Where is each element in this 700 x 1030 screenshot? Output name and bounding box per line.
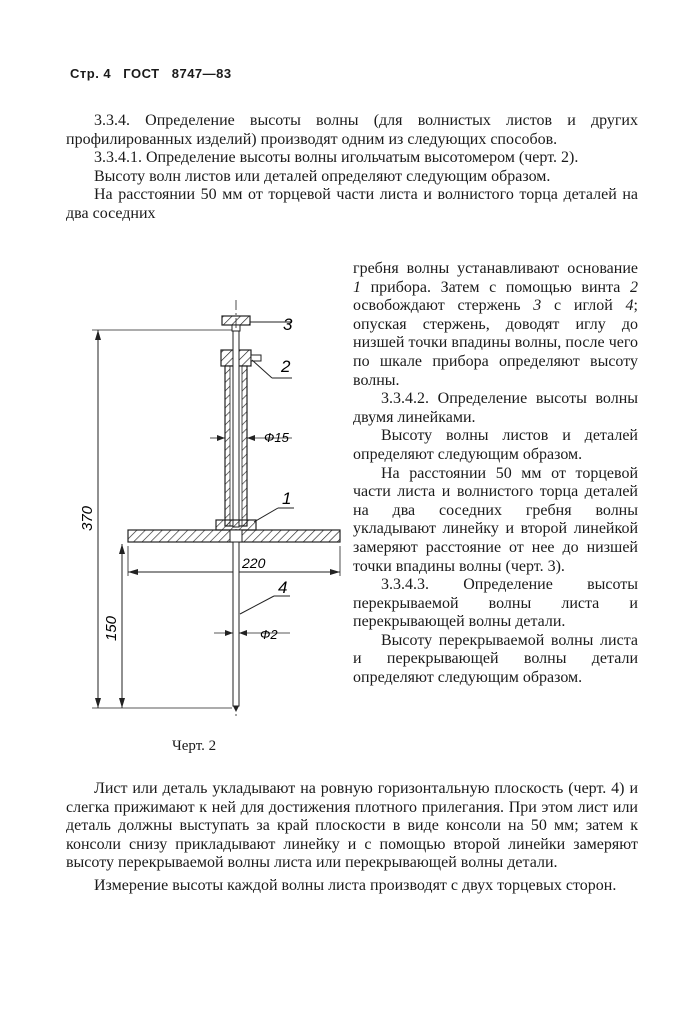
callout-1: 1	[282, 489, 292, 508]
inner-rod	[233, 331, 239, 527]
callout-3: 3	[283, 315, 293, 334]
label-370: 370	[79, 505, 96, 531]
right-column-text	[353, 260, 638, 688]
paragraph-method-3: Высоту перекрываемой волны листа и перекрывающей волны детали определяют следующим образом.	[353, 631, 638, 687]
paragraph-device-procedure: гребня волны устанавливают основание 1 прибора. Затем с помощью винта 2 освобождают стержень 3 с иглой 4; опуская стержень, доводят иглу до низшей точки впадины волны, после чего по шкале прибора определяют высоту волны.	[353, 260, 638, 389]
needle	[233, 542, 239, 706]
label-220: 220	[242, 555, 266, 571]
paragraph-distance-1: На расстоянии 50 мм от торцевой части листа и волнистого торца деталей на два соседних	[66, 186, 638, 222]
paragraph-3-3-4-2: 3.3.4.2. Определение высоты волны двумя линейками.	[353, 390, 638, 426]
label-150: 150	[103, 615, 120, 641]
gauge-drawing	[79, 296, 350, 720]
top-text	[66, 112, 638, 224]
paragraph-method-2: Высоту волны листов и деталей определяют следующим образом.	[353, 427, 638, 463]
figure-caption: Черт. 2	[172, 738, 217, 754]
page-number: Стр. 4	[70, 66, 112, 81]
label-d2: Ф2	[260, 627, 278, 642]
callout-4: 4	[278, 578, 288, 597]
paragraph-3-3-4-3: 3.3.4.3. Определение высоты перекрываемой волны листа и перекрывающей волны детали.	[353, 576, 638, 631]
paragraph-both-sides: Измерение высоты каждой волны листа производят с двух торцевых сторон.	[94, 876, 617, 894]
label-d15: Ф15	[264, 430, 289, 445]
page-header	[70, 66, 240, 81]
bottom-text	[66, 780, 638, 896]
paragraph-method-1: Высоту волн листов или деталей определяют следующим образом.	[94, 167, 551, 185]
standard-number: 8747—83	[171, 66, 232, 81]
paragraph-3-3-4: 3.3.4. Определение высоты волны (для волнистых листов и других профилированных изделий) производят одним из следующих способов.	[66, 112, 638, 148]
base-collar	[216, 520, 256, 530]
paragraph-3-3-4-1: 3.3.4.1. Определение высоты волны игольчатым высотомером (черт. 2).	[94, 149, 579, 167]
figure-needle-height-gauge	[79, 296, 350, 720]
paragraph-distance-2: На расстоянии 50 мм от торцевой части листа и волнистого торца деталей на два соседних гребня волны укладывают линейку и второй линейкой замеряют расстояние от нее до низшей точки впадины волны (черт. 3).	[353, 464, 638, 575]
paragraph-procedure-overlap: Лист или деталь укладывают на ровную горизонтальную плоскость (черт. 4) и слегка прижимают к ней для достижения плотного прилегания. При этом лист или деталь должны выступать за край плоскости в виде консоли на 50 мм; затем к консоли снизу прикладывают линейку и с помощью второй линейки замеряют высоту перекрываемой волны листа или перекрывающей волны детали.	[66, 780, 638, 872]
standard-name: ГОСТ	[123, 66, 160, 81]
callout-2: 2	[281, 357, 291, 376]
